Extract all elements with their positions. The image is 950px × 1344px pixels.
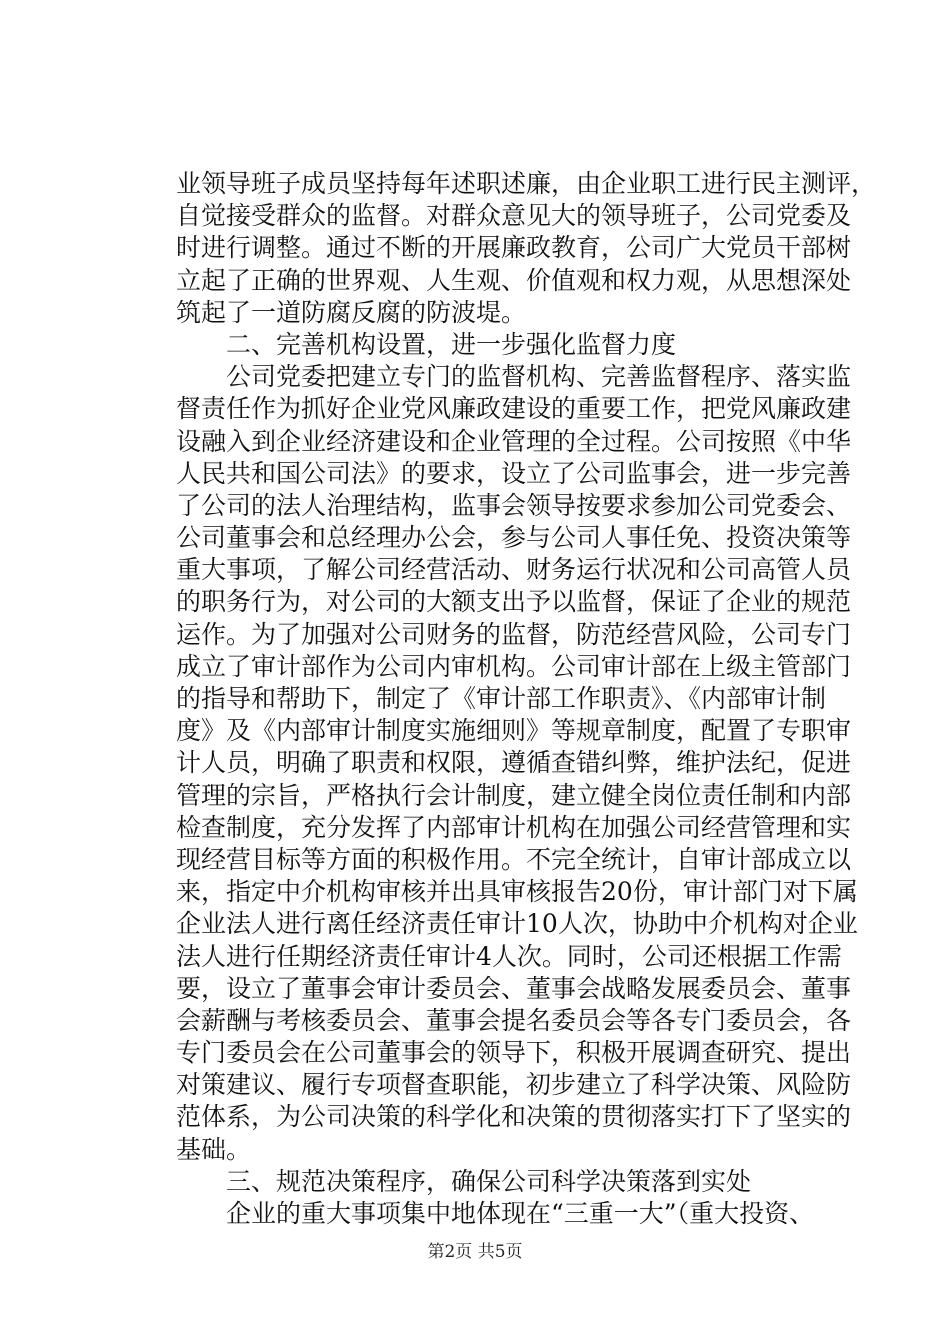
text-line: 立起了正确的世界观、人生观、价值观和权力观，从思想深处	[176, 265, 852, 295]
text-line: 了公司的法人治理结构，监事会领导按要求参加公司党委会、	[176, 490, 852, 520]
text-line: 专门委员会在公司董事会的领导下，积极开展调查研究、提出	[176, 1038, 852, 1068]
text-line: 来，指定中介机构审核并出具审核报告20份，审计部门对下属	[176, 877, 858, 907]
text-line: 要，设立了董事会审计委员会、董事会战略发展委员会、董事	[176, 973, 852, 1003]
body-text	[176, 168, 877, 1230]
text-line: 范体系，为公司决策的科学化和决策的贯彻落实打下了坚实的	[176, 1102, 852, 1132]
text-line: 企业法人进行离任经济责任审计10人次，协助中介机构对企业	[176, 909, 858, 939]
text-line: 计人员，明确了职责和权限，遵循查错纠弊，维护法纪，促进	[176, 748, 852, 778]
section-heading: 三、规范决策程序，确保公司科学决策落到实处	[176, 1166, 752, 1196]
section-heading: 二、完善机构设置，进一步强化监督力度	[176, 329, 677, 359]
text-line: 度》及《内部审计制度实施细则》等规章制度，配置了专职审	[176, 716, 852, 746]
text-line: 企业的重大事项集中地体现在“三重一大”（重大投资、	[176, 1199, 815, 1228]
text-line: 重大事项，了解公司经营活动、财务运行状况和公司高管人员	[176, 555, 852, 585]
text-line: 人民共和国公司法》的要求，设立了公司监事会，进一步完善	[176, 458, 852, 488]
text-line: 公司董事会和总经理办公会，参与公司人事任免、投资决策等	[176, 523, 852, 553]
text-line: 法人进行任期经济责任审计4人次。同时，公司还根据工作需	[176, 941, 842, 971]
text-line: 管理的宗旨，严格执行会计制度，建立健全岗位责任制和内部	[176, 780, 852, 810]
text-line: 成立了审计部作为公司内审机构。公司审计部在上级主管部门	[176, 651, 852, 681]
text-line: 时进行调整。通过不断的开展廉政教育，公司广大党员干部树	[176, 233, 852, 263]
text-line: 自觉接受群众的监督。对群众意见大的领导班子，公司党委及	[176, 201, 852, 231]
text-line: 业领导班子成员坚持每年述职述廉，由企业职工进行民主测评，	[176, 169, 877, 198]
text-line: 的指导和帮助下，制定了《审计部工作职责》、《内部审计制	[176, 684, 827, 713]
text-line: 对策建议、履行专项督查职能，初步建立了科学决策、风险防	[176, 1070, 852, 1100]
text-line: 的职务行为，对公司的大额支出予以监督，保证了企业的规范	[176, 587, 852, 617]
text-line: 现经营目标等方面的积极作用。不完全统计，自审计部成立以	[176, 844, 852, 874]
text-line: 督责任作为抓好企业党风廉政建设的重要工作，把党风廉政建	[176, 394, 852, 424]
text-line: 筑起了一道防腐反腐的防波堤。	[176, 297, 527, 327]
text-line: 基础。	[176, 1134, 252, 1164]
text-line: 设融入到企业经济建设和企业管理的全过程。公司按照《中华	[176, 426, 852, 456]
page-number-footer: 第2页 共5页	[427, 1242, 523, 1262]
text-line: 公司党委把建立专门的监督机构、完善监督程序、落实监	[176, 362, 852, 392]
text-line: 会薪酬与考核委员会、董事会提名委员会等各专门委员会，各	[176, 1005, 852, 1035]
text-line: 检查制度，充分发挥了内部审计机构在加强公司经营管理和实	[176, 812, 852, 842]
text-line: 运作。为了加强对公司财务的监督，防范经营风险，公司专门	[176, 619, 852, 649]
